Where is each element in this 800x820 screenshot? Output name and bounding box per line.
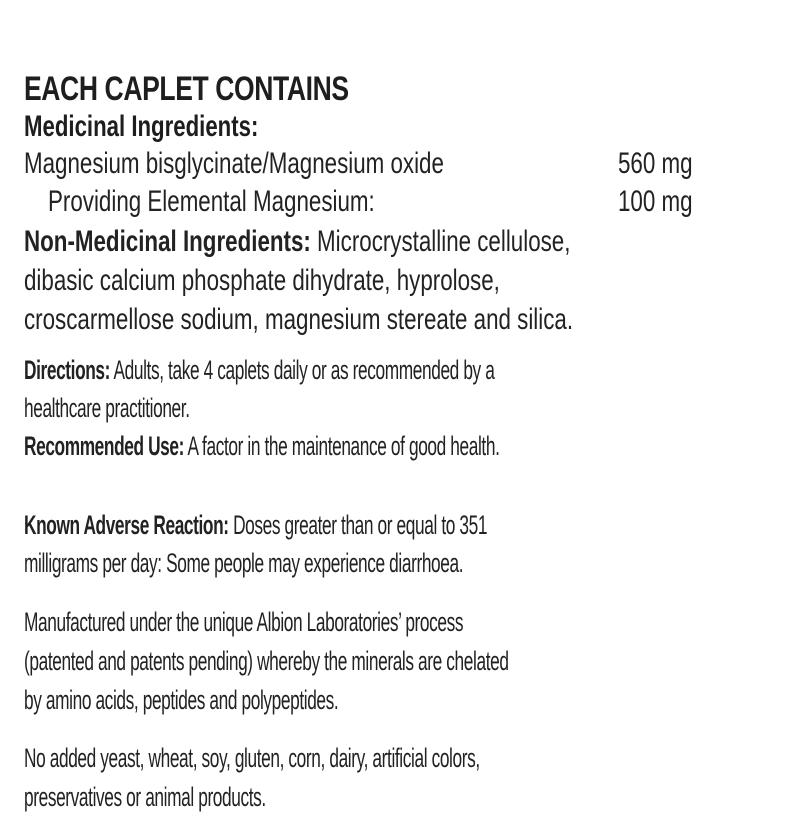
directions-text: Adults, take 4 caplets daily or as recommended by a [110, 355, 495, 385]
directions-title: Directions: [24, 355, 111, 385]
ingredient-amount: 100 mg [618, 185, 693, 218]
allergen-statement: No added yeast, wheat, soy, gluten, corn, dairy, artificial colors, [24, 743, 480, 773]
adverse-reaction-text: Doses greater than or equal to 351 [228, 510, 488, 540]
allergen-statement: preservatives or animal products. [24, 782, 266, 812]
manufacturing-text: Manufactured under the unique Albion Laboratories’ process [24, 607, 464, 637]
ingredient-amount: 560 mg [618, 147, 693, 180]
label-heading: EACH CAPLET CONTAINS [24, 70, 349, 108]
directions [24, 355, 494, 386]
manufacturing-text: by amino acids, peptides and polypeptides. [24, 685, 339, 715]
non-medicinal-ingredients [24, 225, 570, 259]
recommended-use-title: Recommended Use: [24, 431, 184, 461]
medicinal-ingredients-title: Medicinal Ingredients: [24, 110, 259, 143]
manufacturing-text: (patented and patents pending) whereby the minerals are chelated [24, 646, 509, 676]
ingredient-name: Providing Elemental Magnesium: [48, 185, 375, 218]
recommended-use [24, 431, 499, 462]
non-medicinal-text: croscarmellose sodium, magnesium stereate and silica. [24, 303, 574, 336]
adverse-reaction-text: milligrams per day: Some people may experience diarrhoea. [24, 548, 464, 578]
directions-text: healthcare practitioner. [24, 393, 190, 423]
non-medicinal-text: Microcrystalline cellulose, [310, 225, 571, 258]
recommended-use-text: A factor in the maintenance of good health. [183, 431, 500, 461]
adverse-reaction [24, 510, 487, 541]
adverse-reaction-title: Known Adverse Reaction: [24, 510, 229, 540]
non-medicinal-title: Non-Medicinal Ingredients: [24, 225, 311, 258]
non-medicinal-text: dibasic calcium phosphate dihydrate, hyprolose, [24, 264, 500, 297]
ingredient-name: Magnesium bisglycinate/Magnesium oxide [24, 147, 444, 180]
